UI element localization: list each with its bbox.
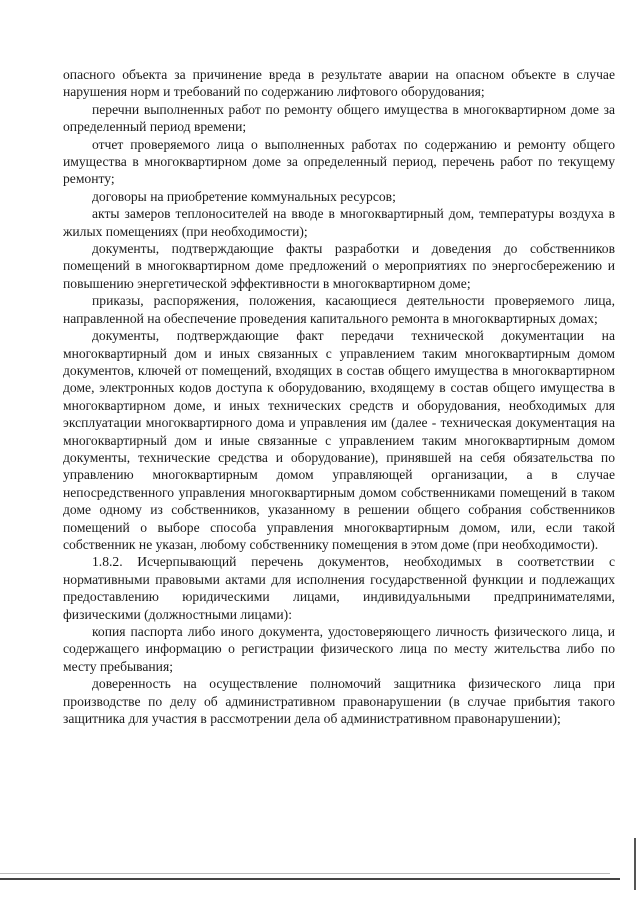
paragraph: доверенность на осуществление полномочий защитника физического лица при производстве по делу об административном правонарушении (в случае прибытия такого защитника для участия в рассмотрении дела об административном правонарушении); [63,676,615,727]
section-paragraph: 1.8.2. Исчерпывающий перечень документов, необходимых в соответствии с нормативными правовыми актами для исполнения государственной функции и подлежащих предоставлению юридическими лицами, индивидуальными предпринимателями, физическими (должностными лицами): [63,554,615,622]
document-body [63,66,615,727]
paragraph: перечни выполненных работ по ремонту общего имущества в многоквартирном доме за определенный период времени; [63,101,615,135]
scan-side-mark [634,838,636,890]
paragraph: документы, подтверждающие факты разработки и доведения до собственников помещений в многоквартирном доме предложений о мероприятиях по энергосбережению и повышению энергетической эффективности в многоквартирном доме; [63,241,615,291]
paragraph: отчет проверяемого лица о выполненных работах по содержанию и ремонту общего имущества в многоквартирном доме за определенный период, перечень работ по текущему ремонту; [63,136,615,187]
paragraph: приказы, распоряжения, положения, касающиеся деятельности проверяемого лица, направленной на обеспечение проведения капитального ремонта в многоквартирных домах; [63,293,615,326]
paragraph: опасного объекта за причинение вреда в результате аварии на опасном объекте в случае нарушения норм и требований по содержанию лифтового оборудования; [63,67,615,100]
scan-bottom-edge [0,878,620,880]
paragraph: акты замеров теплоносителей на вводе в многоквартирный дом, температуры воздуха в жилых помещениях (при необходимости); [63,206,615,239]
scan-edge-line [0,873,610,874]
paragraph: документы, подтверждающие факт передачи технической документации на многоквартирный дом и иных связанных с управлением таким многоквартирным домом документов, ключей от помещений, входящих в состав общего имущества в многоквартирном доме, электронных кодов доступа к оборудованию, входящему в состав общего имущества в многоквартирном доме, и иных технических средств и оборудования, необходимых для эксплуатации многоквартирного дома и управления им (далее - техническая документация на многоквартирный дом и иные связанные с управлением таким многоквартирным домом документы, технические средства и оборудование), принявшей на себя обязательства по управлению многоквартирным домом управляющей организации, а в случае непосредственного управления многоквартирным домом собственниками помещений в таком доме одному из собственников, указанному в решении общего собрания собственников помещений о выборе способа управления многоквартирным домом, или, если такой собственник не указан, любому собственнику помещения в этом доме (при необходимости). [63,328,615,552]
paragraph: договоры на приобретение коммунальных ресурсов; [92,188,396,204]
paragraph: копия паспорта либо иного документа, удостоверяющего личность физического лица, и содержащего информацию о регистрации физического лица по месту жительства либо по месту пребывания; [63,624,615,674]
